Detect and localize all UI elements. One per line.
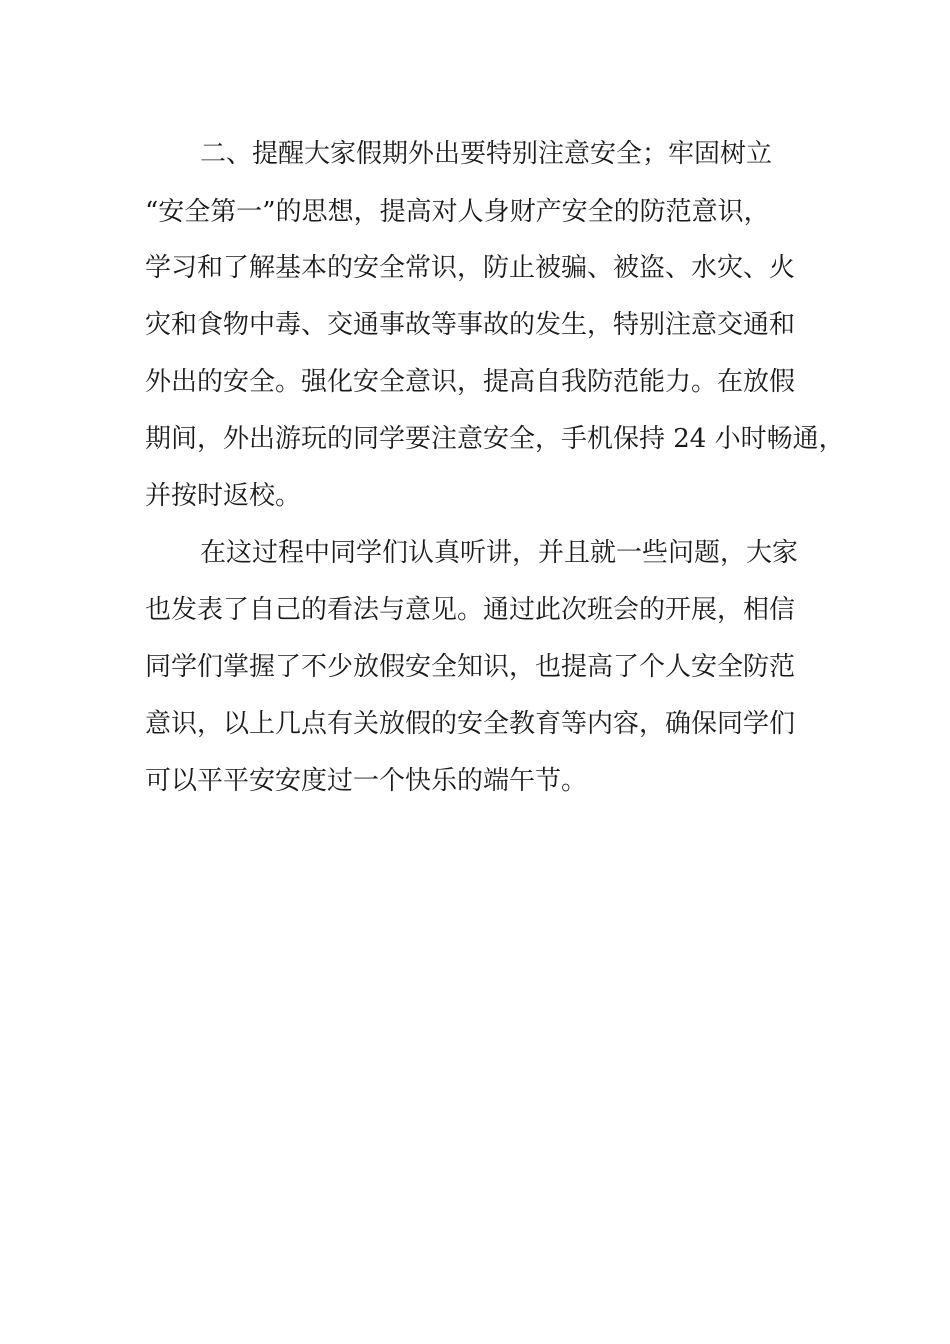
paragraph-2-line-3: 同学们掌握了不少放假安全知识，也提高了个人安全防范 <box>145 652 796 682</box>
paragraph-1-line-4: 灾和食物中毒、交通事故等事故的发生，特别注意交通和 <box>145 310 796 340</box>
paragraph-2-line-1: 在这过程中同学们认真听讲，并且就一些问题，大家 <box>200 538 799 568</box>
paragraph-1-line-2: “安全第一”的思想，提高对人身财产安全的防范意识， <box>145 197 770 227</box>
paragraph-2-line-2: 也发表了自己的看法与意见。通过此次班会的开展，相信 <box>145 595 796 625</box>
paragraph-1-line-3: 学习和了解基本的安全常识，防止被骗、被盗、水灾、火 <box>145 253 796 283</box>
paragraph-1-line-5: 外出的安全。强化安全意识，提高自我防范能力。在放假 <box>145 367 796 397</box>
paragraph-1-line-7: 并按时返校。 <box>145 481 302 511</box>
paragraph-1-line-1: 二、提醒大家假期外出要特别注意安全；牢固树立 <box>200 139 773 169</box>
paragraph-2-line-5: 可以平平安安度过一个快乐的端午节。 <box>145 766 588 796</box>
paragraph-1-line-6: 期间，外出游玩的同学要注意安全，手机保持 24 小时畅通， <box>145 424 845 454</box>
paragraph-2-line-4: 意识，以上几点有关放假的安全教育等内容，确保同学们 <box>145 709 796 739</box>
